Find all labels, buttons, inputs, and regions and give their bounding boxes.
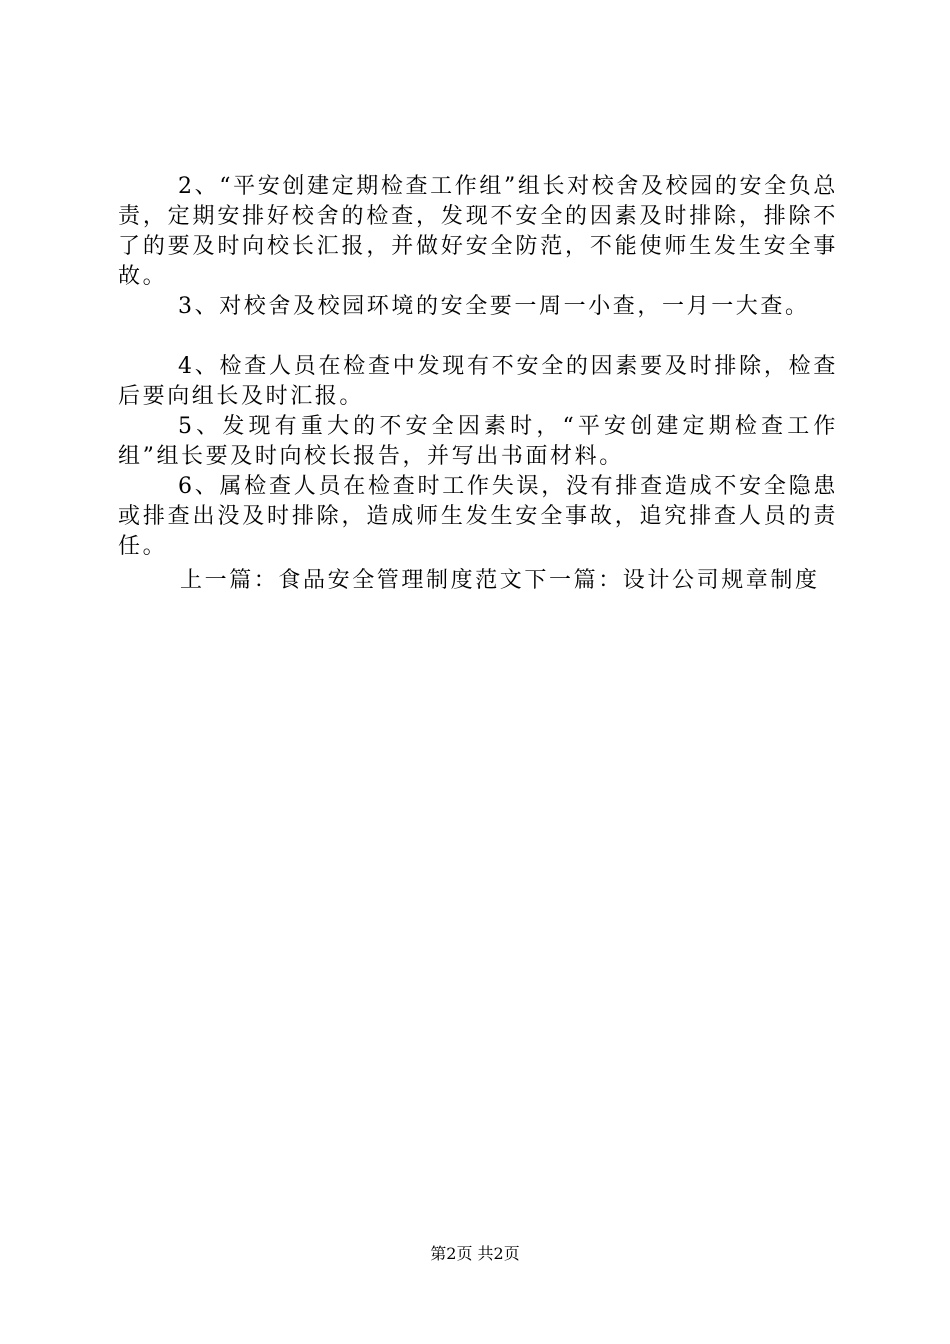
page-number-footer: 第2页 共2页: [430, 1244, 520, 1263]
paragraph-item-2: 2、“平安创建定期检查工作组”组长对校舍及校园的安全负总责，定期安排好校舍的检查，发现不安全的因素及时排除，排除不了的要及时向校长汇报，并做好安全防范，不能使师生发生安全事故。: [118, 174, 838, 289]
paragraph-item-3: 3、对校舍及校园环境的安全要一周一小查，一月一大查。: [178, 294, 810, 319]
prev-next-navigation: 上一篇：食品安全管理制度范文下一篇：设计公司规章制度: [180, 568, 820, 593]
document-body: [118, 172, 838, 596]
paragraph-item-5: 5、发现有重大的不安全因素时，“平安创建定期检查工作组”组长要及时向校长报告，并写出书面材料。: [118, 414, 838, 469]
paragraph-item-4: 4、检查人员在检查中发现有不安全的因素要及时排除，检查后要向组长及时汇报。: [118, 354, 838, 409]
paragraph-item-6: 6、属检查人员在检查时工作失误，没有排查造成不安全隐患或排查出没及时排除，造成师生发生安全事故，追究排查人员的责任。: [118, 474, 838, 559]
